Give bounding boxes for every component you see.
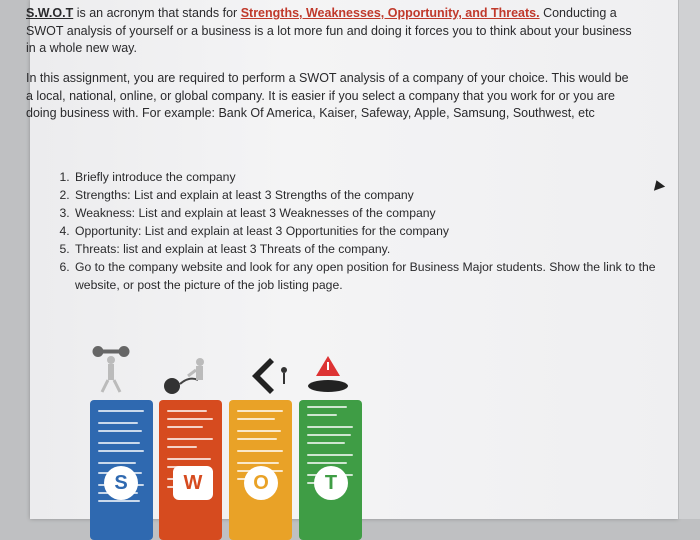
swot-figures-icon xyxy=(84,336,370,396)
list-item: 4. Opportunity: List and explain at least 3 Opportunities for the company xyxy=(73,222,663,240)
list-item: 5. Threats: list and explain at least 3 Threats of the company. xyxy=(73,240,663,258)
list-item: 3. Weakness: List and explain at least 3 Weaknesses of the company xyxy=(73,204,663,222)
intro-paragraph: S.W.O.T is an acronym that stands for Strengths, Weaknesses, Opportunity, and Threats. Conducting a SWOT analysis of yourself or a business is a lot more fun and doing it forces you to think about your business in a whole new way. xyxy=(26,6,632,55)
list-item: 6. Go to the company website and look for any open position for Business Major students. Show the link to the website, or post the picture of the job listing page. xyxy=(73,258,663,294)
list-item: 2. Strengths: List and explain at least 3 Strengths of the company xyxy=(73,186,663,204)
task-list xyxy=(55,168,663,294)
letter-w-badge: W xyxy=(173,466,213,500)
swot-illustration xyxy=(84,336,370,519)
swot-acronym: S.W.O.T xyxy=(26,6,74,20)
letter-s-badge: S xyxy=(104,466,138,500)
window-edge xyxy=(678,0,700,519)
swot-terms-link[interactable]: Strengths, Weaknesses, Opportunity, and Threats. xyxy=(240,6,540,20)
list-item: 1. Briefly introduce the company xyxy=(73,168,663,186)
assignment-paragraph: In this assignment, you are required to perform a SWOT analysis of a company of your choice. This would be a local, national, online, or global company. It is easier if you select a company that you work for or you are doing business with. For example: Bank Of America, Kaiser, Safeway, Apple, Samsung, Southwest, etc xyxy=(26,71,629,120)
letter-o-badge: O xyxy=(244,466,278,500)
letter-t-badge: T xyxy=(314,466,348,500)
